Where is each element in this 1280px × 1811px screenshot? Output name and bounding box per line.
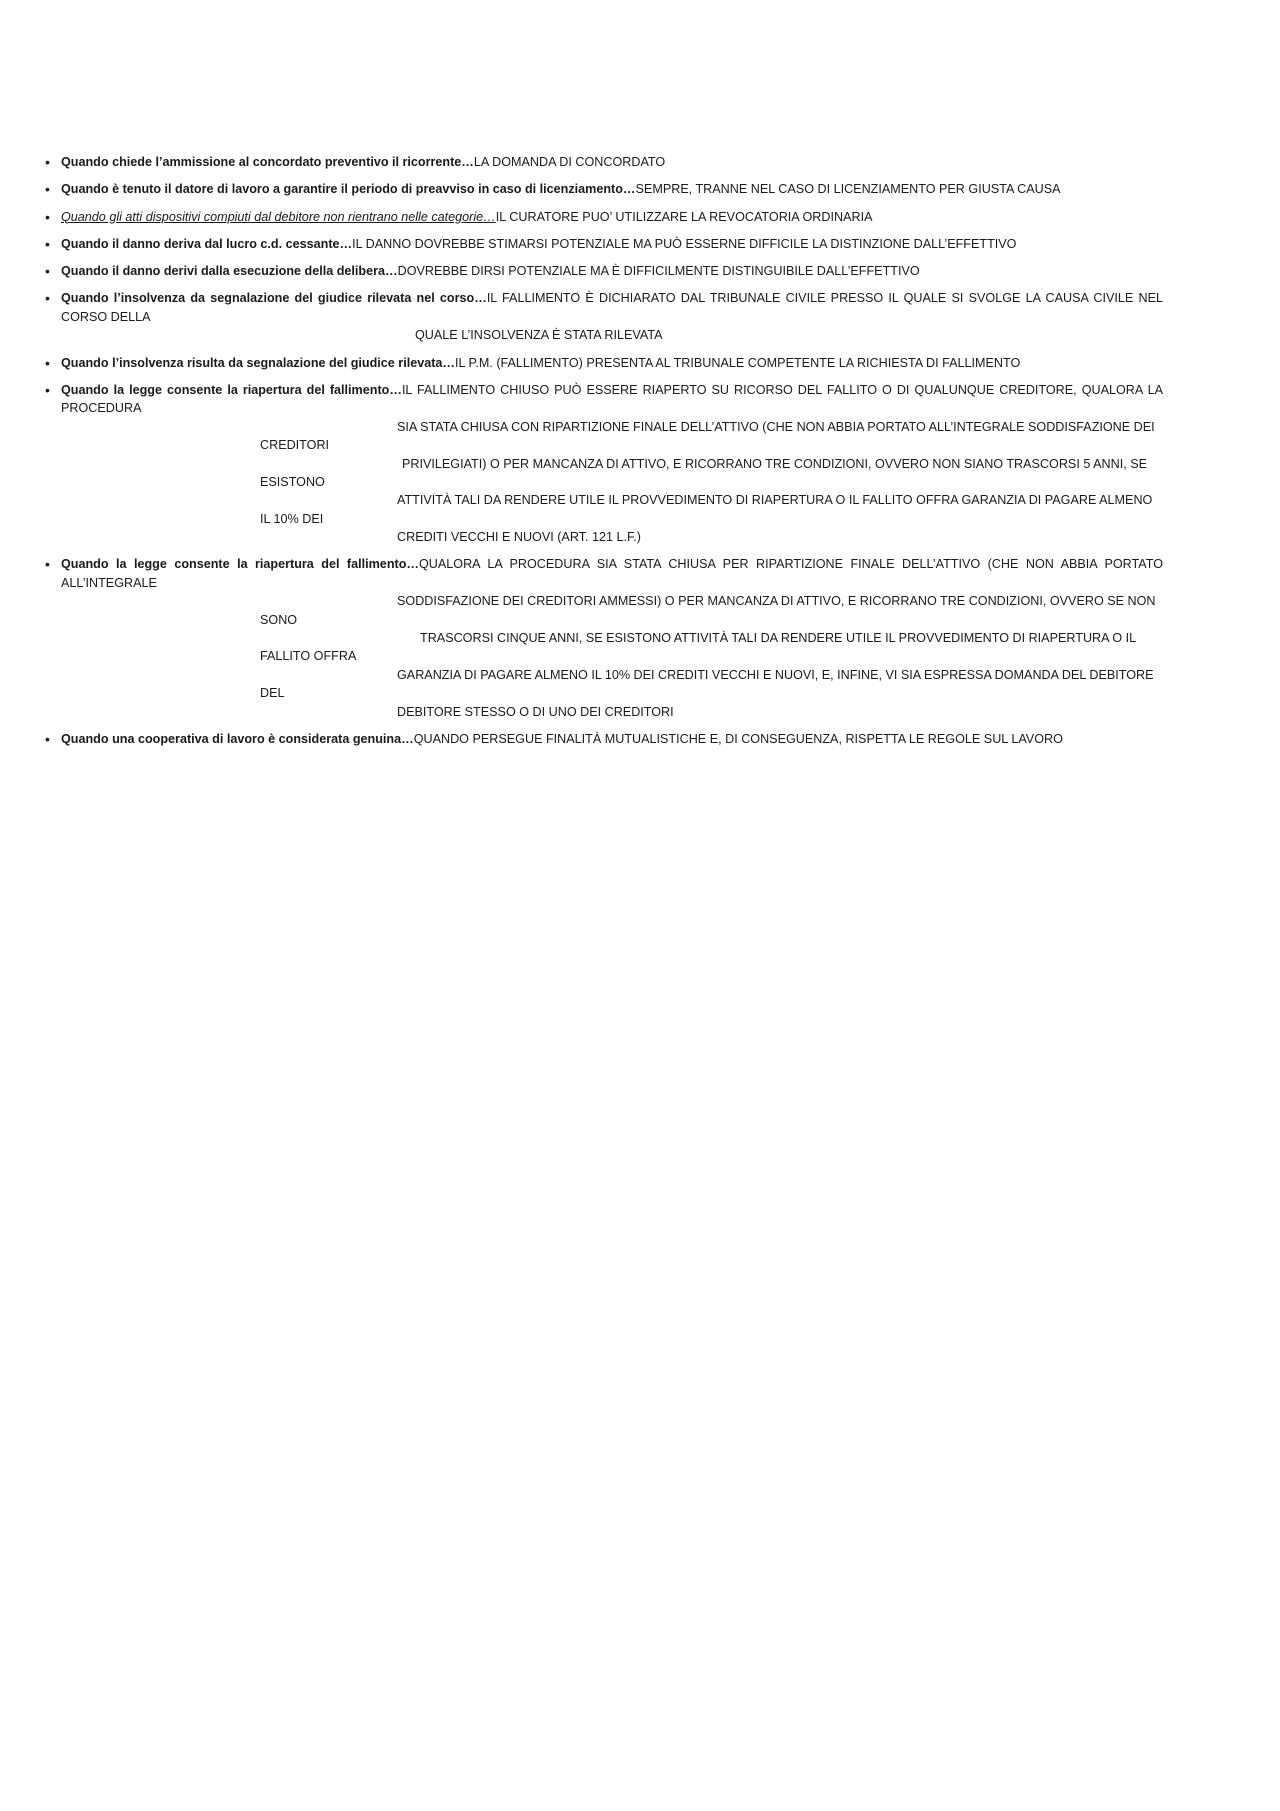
answer-text: QUANDO PERSEGUE FINALITÀ MUTUALISTICHE E, DI CONSEGUENZA, RISPETTA LE REGOLE SUL LAVORO <box>413 731 1063 746</box>
list-item <box>45 180 1163 198</box>
answer-continuation: QUALE L’INSOLVENZA È STATA RILEVATA <box>415 328 663 343</box>
list-item <box>45 381 1163 547</box>
answer-line-tail: SONO <box>260 612 298 627</box>
bullet-icon: • <box>45 354 50 371</box>
answer-line: PRIVILEGIATI) O PER MANCANZA DI ATTIVO, E RICORRANO TRE CONDIZIONI, OVVERO NON SIANO TRASCORSI 5 ANNI, SE <box>402 456 1148 471</box>
bullet-icon: • <box>45 154 50 170</box>
bullet-icon: • <box>45 181 50 198</box>
answer-text: IL FALLIMENTO CHIUSO PUÒ ESSERE RIAPERTO SU RICORSO DEL FALLITO O DI QUALUNQUE CREDITORE, QUALORA LA PROCEDURA <box>61 382 1164 416</box>
list-item <box>45 262 1163 280</box>
bullet-icon: • <box>45 208 50 225</box>
answer-continuation <box>61 455 1163 492</box>
answer-text: IL P.M. (FALLIMENTO) PRESENTA AL TRIBUNALE COMPETENTE LA RICHIESTA DI FALLIMENTO <box>455 355 1021 370</box>
question-text: Quando gli atti dispositivi compiuti dal debitore non rientrano nelle categorie… <box>61 209 496 224</box>
answer-line: ATTIVITÀ TALI DA RENDERE UTILE IL PROVVEDIMENTO DI RIAPERTURA O IL FALLITO OFFRA GARANZIA DI PAGARE ALMENO <box>397 493 1153 508</box>
list-item <box>45 354 1163 372</box>
list-item <box>45 289 1163 344</box>
question-text: Quando una cooperativa di lavoro è considerata genuina… <box>61 731 414 746</box>
answer-line-tail: ESISTONO <box>260 474 325 489</box>
list-item <box>45 235 1163 253</box>
answer-line-tail: IL 10% DEI <box>260 511 324 526</box>
question-text: Quando l’insolvenza da segnalazione del giudice rilevata nel corso… <box>61 291 487 306</box>
answer-line: GARANZIA DI PAGARE ALMENO IL 10% DEI CREDITI VECCHI E NUOVI, E, INFINE, VI SIA ESPRESSA DOMANDA DEL DEBITORE <box>397 667 1154 682</box>
answer-line: SIA STATA CHIUSA CON RIPARTIZIONE FINALE DELL’ATTIVO (CHE NON ABBIA PORTATO ALL’INTEGRALE SODDISFAZIONE DEI <box>397 419 1155 434</box>
bullet-icon: • <box>45 556 50 573</box>
answer-line-tail: FALLITO OFFRA <box>260 649 357 664</box>
bullet-icon: • <box>45 381 50 398</box>
answer-continuation <box>61 666 1163 703</box>
answer-text: IL DANNO DOVREBBE STIMARSI POTENZIALE MA PUÒ ESSERNE DIFFICILE LA DISTINZIONE DALL’EFFETTIVO <box>352 236 1017 251</box>
list-item <box>45 153 1163 171</box>
answer-text: LA DOMANDA DI CONCORDATO <box>473 155 666 169</box>
answer-text: IL CURATORE PUO’ UTILIZZARE LA REVOCATORIA ORDINARIA <box>495 209 873 224</box>
question-text: Quando la legge consente la riapertura del fallimento… <box>61 382 402 397</box>
qa-list <box>45 153 1163 757</box>
answer-continuation <box>61 418 1163 455</box>
answer-text: QUALORA LA PROCEDURA SIA STATA CHIUSA PER RIPARTIZIONE FINALE DELL’ATTIVO (CHE NON ABBIA PORTATO ALL’INTEGRALE <box>61 557 1163 590</box>
list-item <box>45 730 1163 748</box>
answer-continuation <box>61 592 1163 629</box>
bullet-icon: • <box>45 730 50 747</box>
answer-line: DEBITORE STESSO O DI UNO DEI CREDITORI <box>397 704 674 719</box>
answer-line: SODDISFAZIONE DEI CREDITORI AMMESSI) O PER MANCANZA DI ATTIVO, E RICORRANO TRE CONDIZIONI, OVVERO SE NON <box>397 594 1156 609</box>
bullet-icon: • <box>45 235 50 252</box>
answer-line: CREDITI VECCHI E NUOVI (ART. 121 L.F.) <box>397 530 641 545</box>
answer-text: IL FALLIMENTO È DICHIARATO DAL TRIBUNALE CIVILE PRESSO IL QUALE SI SVOLGE LA CAUSA CIVILE NEL CORSO DELLA <box>61 291 1163 324</box>
question-text: Quando la legge consente la riapertura del fallimento… <box>61 557 419 572</box>
answer-line-tail: DEL <box>260 686 285 701</box>
question-text: Quando l’insolvenza risulta da segnalazione del giudice rilevata… <box>61 355 456 370</box>
list-item <box>45 208 1163 226</box>
question-text: Quando il danno deriva dal lucro c.d. cessante… <box>61 236 353 251</box>
bullet-icon: • <box>45 290 50 307</box>
question-text: Quando il danno derivi dalla esecuzione della delibera… <box>61 264 398 279</box>
question-text: Quando chiede l’ammissione al concordato preventivo il ricorrente… <box>61 155 474 169</box>
answer-continuation <box>61 703 1163 721</box>
answer-text: SEMPRE, TRANNE NEL CASO DI LICENZIAMENTO PER GIUSTA CAUSA <box>635 182 1061 197</box>
answer-continuation <box>61 491 1163 528</box>
answer-continuation <box>61 629 1163 666</box>
answer-line-tail: CREDITORI <box>260 438 330 453</box>
list-item <box>45 555 1163 721</box>
answer-text: DOVREBBE DIRSI POTENZIALE MA È DIFFICILMENTE DISTINGUIBILE DALL’EFFETTIVO <box>397 264 920 279</box>
answer-continuation <box>61 528 1163 546</box>
question-text: Quando è tenuto il datore di lavoro a garantire il periodo di preavviso in caso di licenziamento… <box>61 182 636 197</box>
answer-line: TRASCORSI CINQUE ANNI, SE ESISTONO ATTIVITÀ TALI DA RENDERE UTILE IL PROVVEDIMENTO DI RIAPERTURA O IL <box>420 631 1137 646</box>
bullet-icon: • <box>45 263 50 280</box>
